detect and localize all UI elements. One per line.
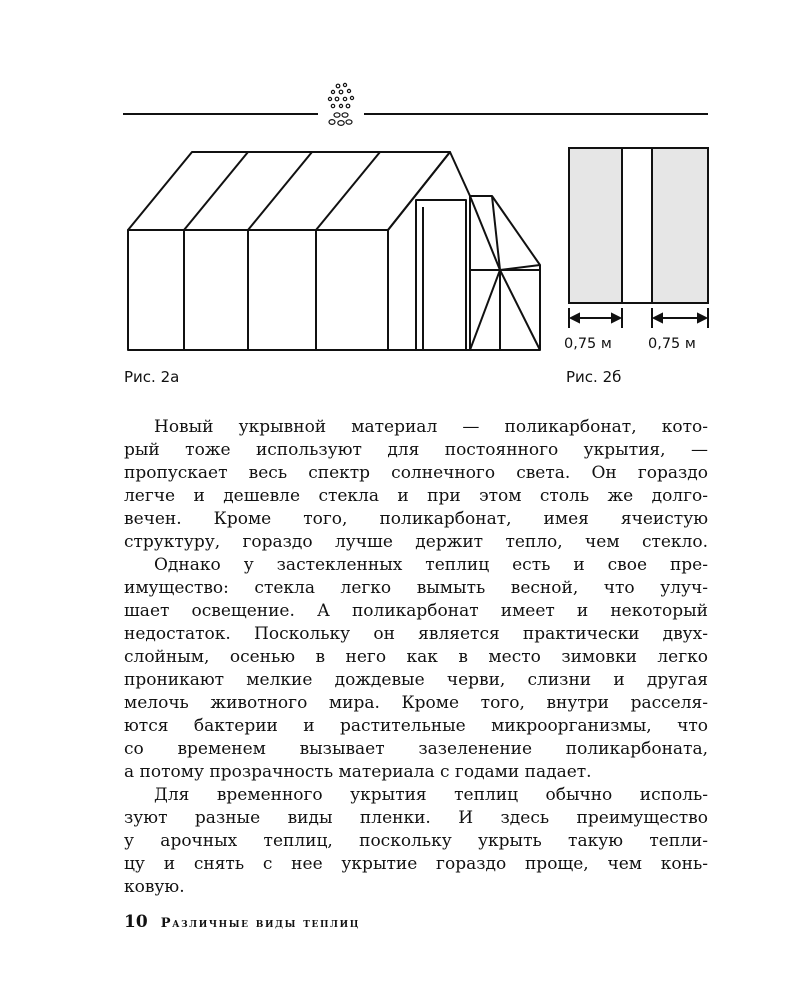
- text-line: мелочь животного мира. Кроме того, внутри расселя-: [124, 693, 708, 713]
- figure-caption-2a: Рис. 2а: [124, 368, 180, 386]
- text-line: у арочных теплиц, поскольку укрыть такую тепли-: [124, 831, 708, 851]
- page-number: 10: [124, 912, 148, 932]
- dimension-label-right: 0,75 м: [648, 336, 696, 352]
- text-line: со временем вызывает зазеленение поликарбоната,: [124, 739, 708, 759]
- text-line: легче и дешевле стекла и при этом столь же долго-: [124, 486, 708, 506]
- page-footer: [124, 912, 360, 932]
- dimension-label-left: 0,75 м: [564, 336, 612, 352]
- text-line: Для временного укрытия теплиц обычно исполь-: [154, 785, 708, 805]
- header-rule: [123, 113, 708, 115]
- panel-layout-diagram: [560, 140, 715, 360]
- greenhouse-drawing: [120, 140, 550, 355]
- text-line: слойным, осенью в него как в место зимовки легко: [124, 647, 708, 667]
- seed-ornament-icon: [318, 80, 364, 132]
- running-title: Различные виды теплиц: [160, 916, 361, 931]
- text-line: вечен. Кроме того, поликарбонат, имея ячеистую: [124, 509, 708, 529]
- text-line: имущество: стекла легко вымыть весной, что улуч-: [124, 578, 708, 598]
- text-line: проникают мелкие дождевые черви, слизни и другая: [124, 670, 708, 690]
- text-line: зуют разные виды пленки. И здесь преимущество: [124, 808, 708, 828]
- text-line: недостаток. Поскольку он является практически двух-: [124, 624, 708, 644]
- text-line: Однако у застекленных теплиц есть и свое пре-: [154, 555, 708, 575]
- text-line: рый тоже используют для постоянного укрытия, —: [124, 440, 708, 460]
- text-line: ковую.: [124, 877, 185, 897]
- text-line: структуру, гораздо лучше держит тепло, чем стекло.: [124, 532, 708, 552]
- text-line: ются бактерии и растительные микроорганизмы, что: [124, 716, 708, 736]
- text-line: Новый укрывной материал — поликарбонат, кото-: [154, 417, 708, 437]
- text-line: а потому прозрачность материала с годами падает.: [124, 762, 592, 782]
- text-line: цу и снять с нее укрытие гораздо проще, чем конь-: [124, 854, 708, 874]
- figure-caption-2b: Рис. 2б: [566, 368, 622, 386]
- text-line: пропускает весь спектр солнечного света. Он гораздо: [124, 463, 708, 483]
- text-line: шает освещение. А поликарбонат имеет и некоторый: [124, 601, 708, 621]
- body-text: [124, 416, 708, 899]
